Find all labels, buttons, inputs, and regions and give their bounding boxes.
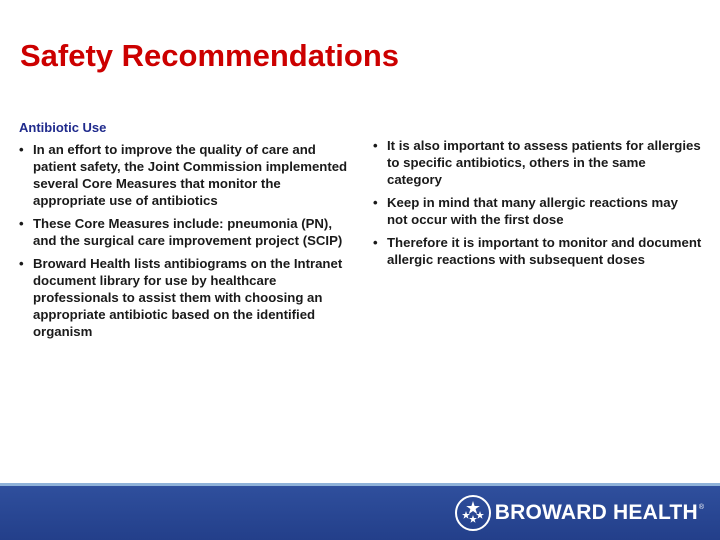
- footer-bar: [0, 486, 720, 540]
- left-bullet-list: [18, 141, 348, 340]
- bullet-text: These Core Measures include: pneumonia (PN), and the surgical care improvement project (SCIP): [33, 216, 343, 248]
- left-column: [18, 120, 348, 346]
- list-item: [18, 141, 348, 209]
- bullet-text: Therefore it is important to monitor and document allergic reactions with subsequent doses: [387, 235, 702, 267]
- list-item: [18, 215, 348, 249]
- right-column: [372, 137, 702, 274]
- list-item: [18, 255, 348, 340]
- bullet-icon: •: [19, 216, 24, 231]
- bullet-icon: •: [373, 138, 378, 153]
- bullet-text: Broward Health lists antibiograms on the Intranet document library for use by healthcare professionals to assist them with choosing an appropriate antibiotic based on the identified organism: [33, 256, 343, 339]
- logo-text: BROWARD HEALTH: [494, 501, 698, 524]
- broward-health-logo: [455, 492, 704, 534]
- bullet-icon: •: [19, 256, 24, 271]
- bullet-icon: •: [373, 235, 378, 250]
- list-item: [372, 194, 702, 228]
- bullet-icon: •: [373, 195, 378, 210]
- subheading-antibiotic-use: Antibiotic Use: [19, 120, 107, 135]
- slide-title: Safety Recommendations: [20, 38, 399, 73]
- bullet-text: It is also important to assess patients for allergies to specific antibiotics, others in the same category: [387, 138, 701, 187]
- registered-mark: ®: [698, 504, 704, 511]
- right-bullet-list: [372, 137, 702, 268]
- bullet-text: Keep in mind that many allergic reactions may not occur with the first dose: [387, 195, 678, 227]
- bullet-text: In an effort to improve the quality of care and patient safety, the Joint Commission implemented several Core Measures that monitor the appropriate use of antibiotics: [33, 142, 348, 208]
- bullet-icon: •: [19, 142, 24, 157]
- list-item: [372, 137, 702, 188]
- list-item: [372, 234, 702, 268]
- star-cluster-icon: [455, 495, 491, 531]
